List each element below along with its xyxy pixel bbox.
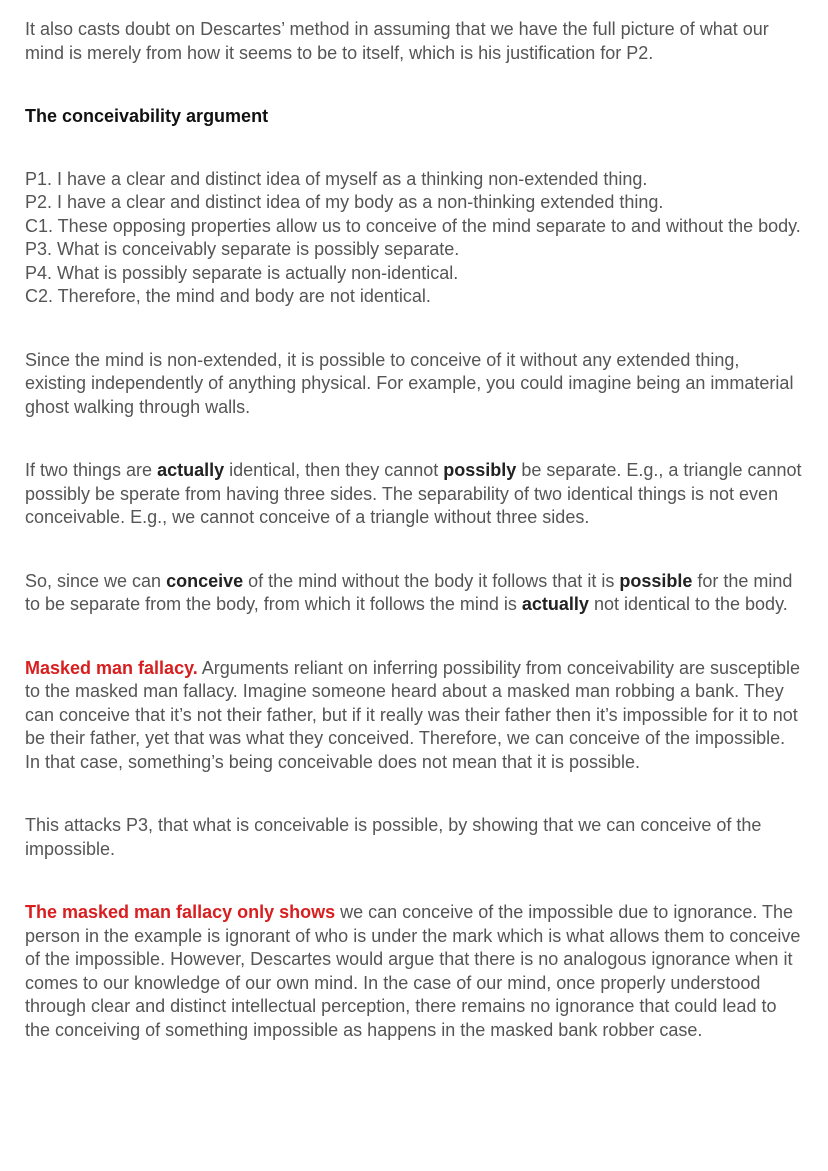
so-paragraph: So, since we can conceive of the mind without the body it follows that it is possible for the mind to be separate from the body, from which it follows the mind is actually not identical to the body.	[25, 570, 793, 614]
premise-p1: P1. I have a clear and distinct idea of myself as a thinking non-extended thing.	[25, 168, 648, 189]
emphasis-possible: possible	[619, 570, 693, 591]
masked-man-label: Masked man fallacy.	[25, 657, 198, 678]
premise-p3: P3. What is conceivably separate is possibly separate.	[25, 239, 460, 259]
masked-man-paragraph: Masked man fallacy. Arguments reliant on inferring possibility from conceivability are susceptible to the masked man fallacy. Imagine someone heard about a masked man robbing a bank. They can conceive that it’s not their father, but if it really was their father then it’s impossible for it to not be their father, yet that was what they conceived. Therefore, we can conceive of the impossible. In that case, something’s being conceivable does not mean that it is possible.	[25, 657, 801, 772]
intro-paragraph: It also casts doubt on Descartes’ method in assuming that we have the full picture of what our mind is merely from how it seems to be to itself, which is his justification for P2.	[25, 19, 769, 63]
emphasis-actually-2: actually	[521, 594, 589, 614]
emphasis-conceive: conceive	[166, 570, 244, 591]
conclusion-c2: C2. Therefore, the mind and body are not identical.	[25, 286, 431, 306]
emphasis-actually: actually	[157, 460, 225, 480]
section-heading: The conceivability argument	[25, 106, 269, 126]
nonextended-paragraph: Since the mind is non-extended, it is possible to conceive of it without any extended thing, existing independently of anything physical. For example, you could imagine being an immaterial ghost walking through walls.	[25, 349, 794, 417]
emphasis-possibly: possibly	[443, 460, 517, 480]
response-paragraph: The masked man fallacy only shows we can conceive of the impossible due to ignorance. The person in the example is ignorant of who is under the mark which is what allows them to conceive of the impossible. However, Descartes would argue that there is no analogous ignorance when it comes to our knowledge of our own mind. In the case of our mind, once properly understood through clear and distinct intellectual perception, there remains no ignorance that could lead to the conceiving of something impossible as happens in the masked bank robber case.	[25, 902, 801, 1040]
response-label: The masked man fallacy only shows	[25, 902, 336, 922]
conclusion-c1: C1. These opposing properties allow us to conceive of the mind separate to and without the body.	[25, 215, 801, 236]
attacks-paragraph: This attacks P3, that what is conceivable is possible, by showing that we can conceive of the impossible.	[25, 815, 762, 859]
premise-p4: P4. What is possibly separate is actually non-identical.	[25, 262, 459, 283]
argument-premises	[25, 168, 804, 309]
identical-paragraph: If two things are actually identical, then they cannot possibly be separate. E.g., a triangle cannot possibly be sperate from having three sides. The separability of two identical things is not even conceivable. E.g., we cannot conceive of a triangle without three sides.	[25, 460, 802, 527]
premise-p2: P2. I have a clear and distinct idea of my body as a non-thinking extended thing.	[25, 192, 664, 212]
